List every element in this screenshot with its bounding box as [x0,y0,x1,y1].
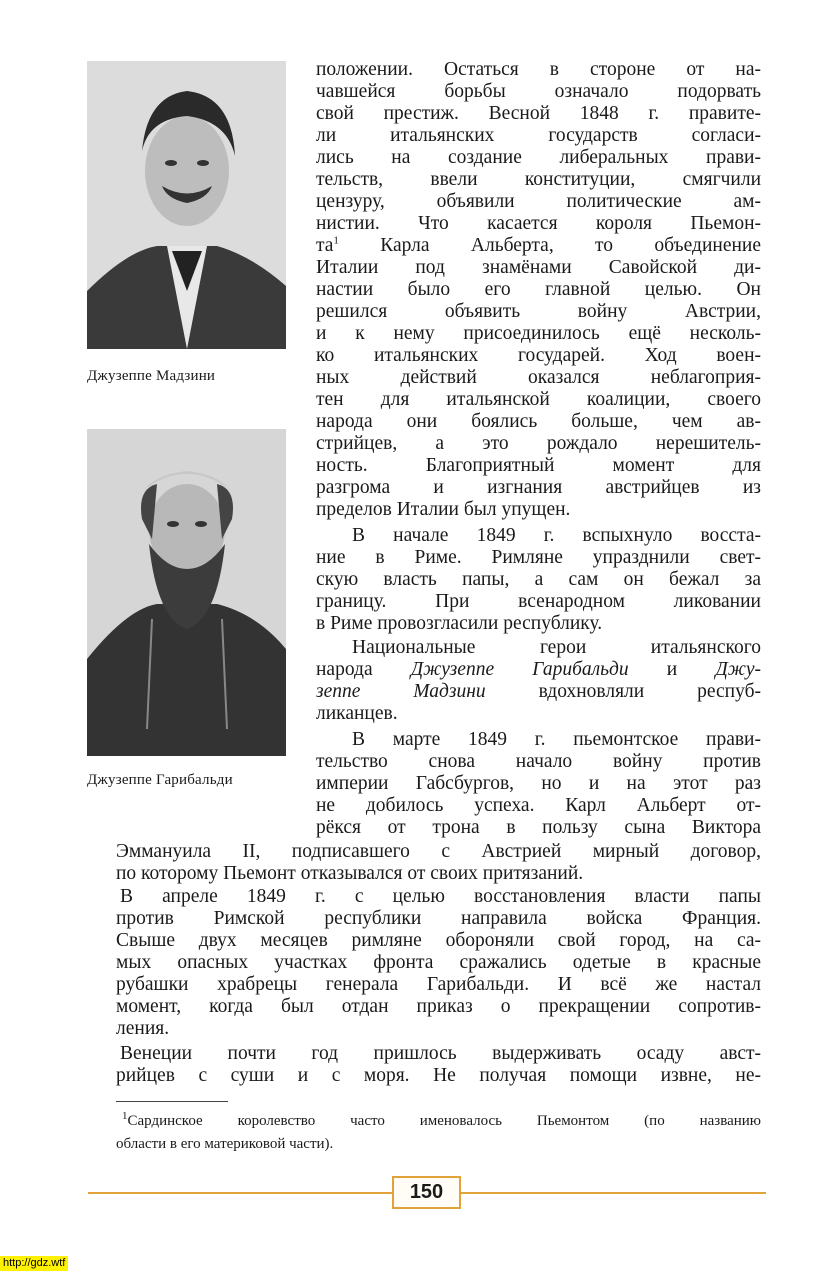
text-line [316,681,761,703]
text-line: границу. При всенародном ликовании [316,591,761,612]
text-line: не добилось успеха. Карл Альберт от- [316,795,761,816]
text-fragment: и [666,659,678,680]
footnote-marker: 1 [122,1110,128,1122]
text-line: нистии. Что касается короля Пьемон- [316,213,761,234]
text-line: стрийцев, а это рождало нерешитель- [316,433,761,454]
footnote-line: области в его материковой части). [116,1136,334,1152]
text-line: ность. Благоприятный момент для [316,455,761,476]
text-italic: Джузеппе Гарибальди [410,659,629,680]
text-line: ние в Риме. Римляне упразднили свет- [316,547,761,568]
page-rule-left [88,1192,392,1194]
text-fragment: народа [316,659,373,680]
text-line: рийцев с суши и с моря. Не получая помощи извне, не- [116,1065,761,1086]
portrait-garibaldi [87,429,286,756]
text-line: лись на создание либеральных прави- [316,147,761,168]
portrait-caption-garibaldi: Джузеппе Гарибальди [87,772,233,788]
text-line: ных действий оказался неблагоприя- [316,367,761,388]
text-line: народа они боялись больше, чем ав- [316,411,761,432]
text-line: ко итальянских государей. Ход воен- [316,345,761,366]
text-fragment: вдохновляли респуб- [538,681,761,702]
portrait-caption-mazzini: Джузеппе Мадзини [87,368,216,384]
text-line: ли итальянских государств согласи- [316,125,761,146]
text-line: империи Габсбургов, но и на этот раз [316,773,761,794]
text-line: против Римской республики направила войска Франция. [116,908,761,929]
text-line: Эммануила II, подписавшего с Австрией мирный договор, [116,841,761,862]
text-line: момент, когда был отдан приказ о прекращении сопротив- [116,996,761,1017]
footnote-text: Сардинское королевство часто именовалось Пьемонтом (по названию [127,1113,761,1129]
text-line: Италии под знамёнами Савойской ди- [316,257,761,278]
text-line: мых опасных участках фронта сражались одетые в красные [116,952,761,973]
footnote-divider [116,1101,228,1102]
text-line: В апреле 1849 г. с целью восстановления власти папы [120,886,761,907]
text-line: пределов Италии был упущен. [316,499,571,520]
text-line [316,235,761,257]
text-line: Национальные герои итальянского [352,637,761,658]
text-line: свой престиж. Весной 1848 г. правите- [316,103,761,124]
page-number: 150 [392,1176,461,1209]
text-fragment: та [316,235,334,256]
text-line: В марте 1849 г. пьемонтское прави- [352,729,761,750]
text-line: скую власть папы, а сам он бежал за [316,569,761,590]
text-line [316,659,761,681]
page-rule-right [461,1192,766,1194]
text-line: В начале 1849 г. вспыхнуло восста- [352,525,761,546]
text-line: рёкся от трона в пользу сына Виктора [316,817,761,838]
text-italic: Джу- [715,659,762,680]
watermark-link[interactable]: http://gdz.wtf [0,1256,68,1271]
text-line: цензуру, объявили политические ам- [316,191,761,212]
text-line: настии было его главной целью. Он [316,279,761,300]
footnote-line [122,1110,761,1132]
text-line: Свыше двух месяцев римляне обороняли свой город, на са- [116,930,761,951]
text-line: Венеции почти год пришлось выдерживать осаду авст- [120,1043,761,1064]
text-line: тельств, ввели конституции, смягчили [316,169,761,190]
text-line: и к нему присоединилось ещё несколь- [316,323,761,344]
text-line: ления. [116,1018,170,1039]
text-line: разгрома и изгнания австрийцев из [316,477,761,498]
text-line: чавшейся борьбы означало подорвать [316,81,761,102]
text-line: в Риме провозгласили республику. [316,613,603,634]
text-line: положении. Остаться в стороне от на- [316,59,761,80]
footnote-marker: 1 [333,234,339,247]
text-line: решился объявить войну Австрии, [316,301,761,322]
text-line: ликанцев. [316,703,398,724]
text-italic: зеппе Мадзини [316,681,486,702]
text-line: рубашки храбрецы генерала Гарибальди. И всё же настал [116,974,761,995]
text-fragment: Карла Альберта, то объединение [380,235,762,256]
text-line: тельство снова начало войну против [316,751,761,772]
portrait-mazzini [87,61,286,349]
text-line: тен для итальянской коалиции, своего [316,389,761,410]
text-line: по которому Пьемонт отказывался от своих притязаний. [116,863,584,884]
